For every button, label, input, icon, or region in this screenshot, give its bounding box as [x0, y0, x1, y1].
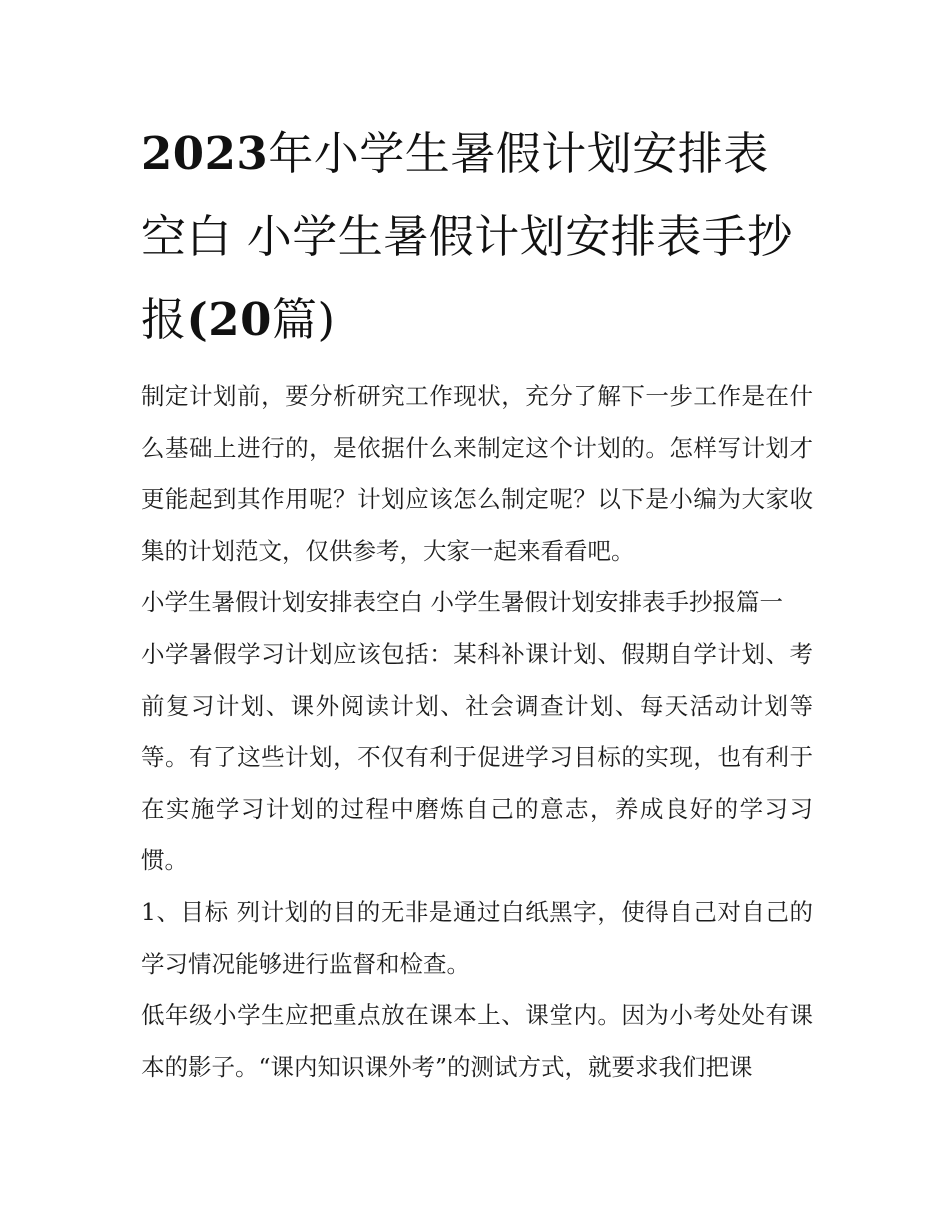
- title-main-text: 年小学生暑假计划安排表空白 小学生暑假计划安排表手抄报: [141, 127, 793, 346]
- title-count-suffix: 篇): [271, 293, 336, 346]
- numbered-paragraph: 1、目标 列计划的目的无非是通过白纸黑字，使得自己对自己的学习情况能够进行监督和检查。: [141, 897, 813, 978]
- document-body: [141, 371, 813, 1093]
- body-paragraph: 小学暑假学习计划应该包括：某科补课计划、假期自学计划、考前复习计划、课外阅读计划、社会调查计划、每天活动计划等等。有了这些计划，不仅有利于促进学习目标的实现，也有利于在实施学习计划的过程中磨炼自己的意志，养成良好的学习习惯。: [141, 639, 813, 875]
- intro-paragraph: 制定计划前，要分析研究工作现状，充分了解下一步工作是在什么基础上进行的，是依据什么来制定这个计划的。怎样写计划才更能起到其作用呢？计划应该怎么制定呢？以下是小编为大家收集的计划范文，仅供参考，大家一起来看看吧。: [141, 382, 813, 565]
- title-year: 2023: [141, 127, 269, 180]
- document-title: [141, 112, 813, 361]
- document-content: [141, 112, 813, 1093]
- body-paragraph: 低年级小学生应把重点放在课本上、课堂内。因为小考处处有课本的影子。“课内知识课外考”的测试方式，就要求我们把课: [141, 1001, 813, 1081]
- section-heading: 小学生暑假计划安排表空白 小学生暑假计划安排表手抄报篇一: [141, 588, 783, 617]
- title-count-number: (20: [186, 293, 272, 346]
